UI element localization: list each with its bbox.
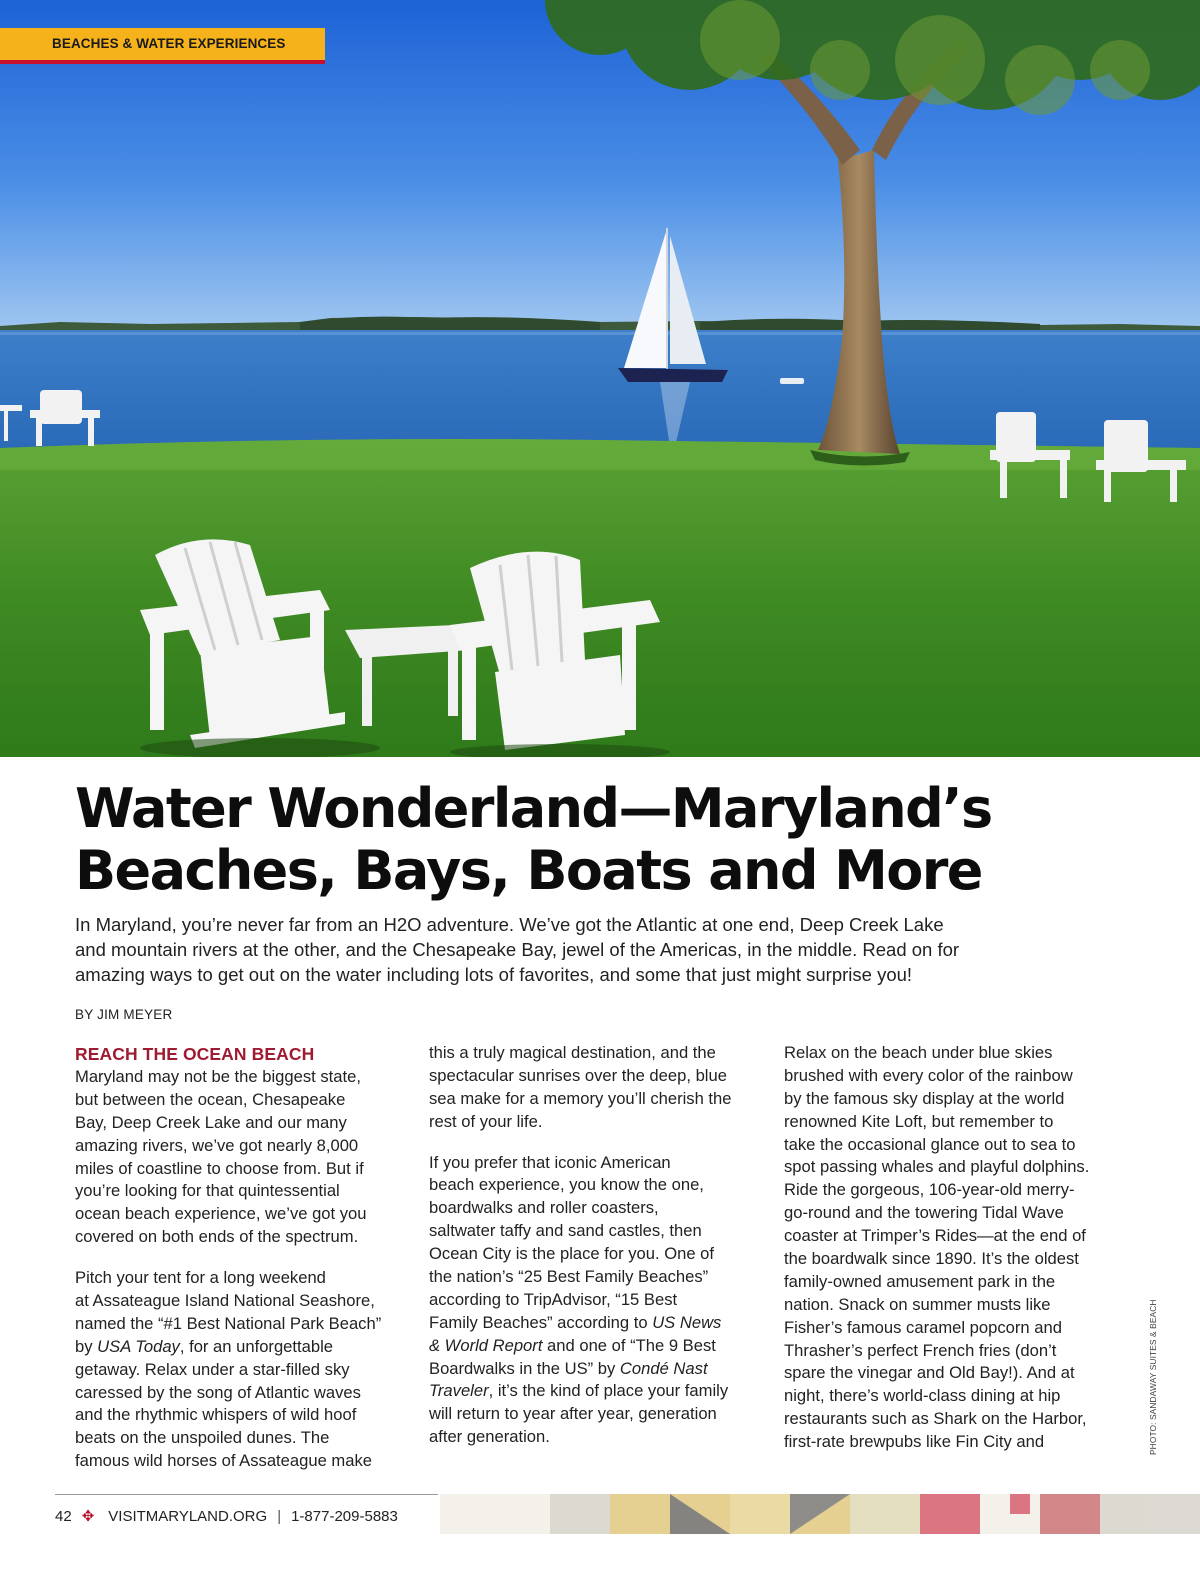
text-line: & World Report and one of “The 9 Best (429, 1335, 716, 1355)
text-line: after generation. (429, 1427, 550, 1447)
text-line: Ride the gorgeous, 106-year-old merry- (784, 1180, 1075, 1200)
text-line: you’re looking for that quintessential (75, 1181, 340, 1201)
text-line: brushed with every color of the rainbow (784, 1065, 1073, 1085)
text-line: according to TripAdvisor, “15 Best (429, 1289, 678, 1309)
text-line: beach experience, you know the one, (429, 1175, 704, 1195)
phone-number[interactable]: 1-877-209-5883 (291, 1507, 398, 1525)
section-tab: BEACHES & WATER EXPERIENCES (0, 28, 325, 64)
text-line: named the “#1 Best National Park Beach” (75, 1313, 382, 1333)
text-line: family-owned amusement park in the (784, 1271, 1056, 1291)
text-line: by the famous sky display at the world (784, 1088, 1065, 1108)
text-line: Boardwalks in the US” by Condé Nast (429, 1358, 708, 1378)
text-line: and the rhythmic whispers of wild hoof (75, 1405, 357, 1425)
text-line: If you prefer that iconic American (429, 1152, 671, 1172)
text-line: the nation’s “25 Best Family Beaches” (429, 1267, 709, 1287)
text-line: Fisher’s famous caramel popcorn and (784, 1317, 1062, 1337)
text-line: go-round and the towering Tidal Wave (784, 1203, 1064, 1223)
text-line: Maryland may not be the biggest state, (75, 1067, 361, 1086)
text-line: ocean beach experience, we’ve got you (75, 1204, 367, 1224)
text-line: but between the ocean, Chesapeake (75, 1089, 346, 1109)
dek-line: amazing ways to get out on the water including lots of favorites, and some that just might surprise you! (75, 964, 913, 985)
body-column-2 (429, 1042, 769, 1449)
text-line: nation. Snack on summer musts like (784, 1294, 1051, 1314)
text-line: miles of coastline to choose from. But if (75, 1158, 364, 1178)
byline: BY JIM MEYER (75, 1007, 173, 1022)
text-line: Thrasher’s perfect French fries (don’t (784, 1340, 1057, 1360)
photo-credit: PHOTO: SANDAWAY SUITES & BEACH (1148, 1299, 1158, 1455)
text-line: amazing rivers, we’ve got nearly 8,000 (75, 1135, 359, 1155)
text-line: boardwalks and roller coasters, (429, 1198, 659, 1218)
dek-line: and mountain rivers at the other, and the Chesapeake Bay, jewel of the Americas, in the middle. Read on for (75, 939, 960, 960)
quatrefoil-icon: ✥ (81, 1508, 95, 1525)
dek-line: In Maryland, you’re never far from an H2O adventure. We’ve got the Atlantic at one end, Deep Creek Lake (75, 914, 944, 935)
page-footer (55, 1505, 398, 1527)
text-line: caressed by the song of Atlantic waves (75, 1382, 361, 1402)
text-line: getaway. Relax under a star-filled sky (75, 1359, 350, 1379)
footer-rule (55, 1494, 438, 1495)
footer-divider: | (277, 1507, 282, 1525)
text-line: sea make for a memory you’ll cherish the (429, 1088, 732, 1108)
text-line: Ocean City is the place for you. One of (429, 1244, 715, 1264)
page-number: 42 (55, 1507, 72, 1525)
text-line: spot passing whales and playful dolphins. (784, 1157, 1090, 1177)
website-link[interactable]: VISITMARYLAND.ORG (108, 1507, 268, 1525)
article-dek (75, 912, 1075, 987)
text-line: beats on the unspoiled dunes. The (75, 1428, 330, 1448)
body-column-1 (75, 1042, 410, 1473)
text-line: this a truly magical destination, and the (429, 1043, 716, 1062)
maryland-flag-band (440, 1494, 1200, 1534)
text-line: will return to year after year, generation (429, 1404, 717, 1424)
text-line: Family Beaches” according to US News (429, 1312, 722, 1332)
text-line: spare the vinegar and Old Bay!). And at (784, 1363, 1075, 1383)
text-line: first-rate brewpubs like Fin City and (784, 1432, 1045, 1452)
text-line: Traveler, it’s the kind of place your family (429, 1381, 729, 1401)
headline-line: Water Wonderland—Maryland’s (75, 777, 992, 840)
hero-photo (0, 0, 1200, 757)
text-line: by USA Today, for an unforgettable (75, 1336, 333, 1356)
text-line: famous wild horses of Assateague make (75, 1451, 373, 1471)
text-line: saltwater taffy and sand castles, then (429, 1221, 702, 1241)
text-line: at Assateague Island National Seashore, (75, 1291, 375, 1311)
text-line: Relax on the beach under blue skies (784, 1043, 1053, 1062)
article-headline (75, 778, 1155, 902)
text-line: restaurants such as Shark on the Harbor, (784, 1409, 1087, 1429)
text-line: night, there’s world-class dining at hip (784, 1386, 1061, 1406)
section-subhead: REACH THE OCEAN BEACH (75, 1044, 315, 1064)
text-line: spectacular sunrises over the deep, blue (429, 1065, 727, 1085)
text-line: rest of your life. (429, 1111, 543, 1131)
text-line: covered on both ends of the spectrum. (75, 1227, 359, 1247)
text-line: take the occasional glance out to sea to (784, 1134, 1076, 1154)
body-column-3 (784, 1042, 1129, 1454)
text-line: coaster at Trimper’s Rides—at the end of (784, 1226, 1086, 1246)
text-line: the boardwalk since 1890. It’s the oldest (784, 1249, 1079, 1269)
text-line: Bay, Deep Creek Lake and our many (75, 1112, 347, 1132)
text-line: renowned Kite Loft, but remember to (784, 1111, 1054, 1131)
headline-line: Beaches, Bays, Boats and More (75, 839, 982, 902)
text-line: Pitch your tent for a long weekend (75, 1268, 326, 1288)
